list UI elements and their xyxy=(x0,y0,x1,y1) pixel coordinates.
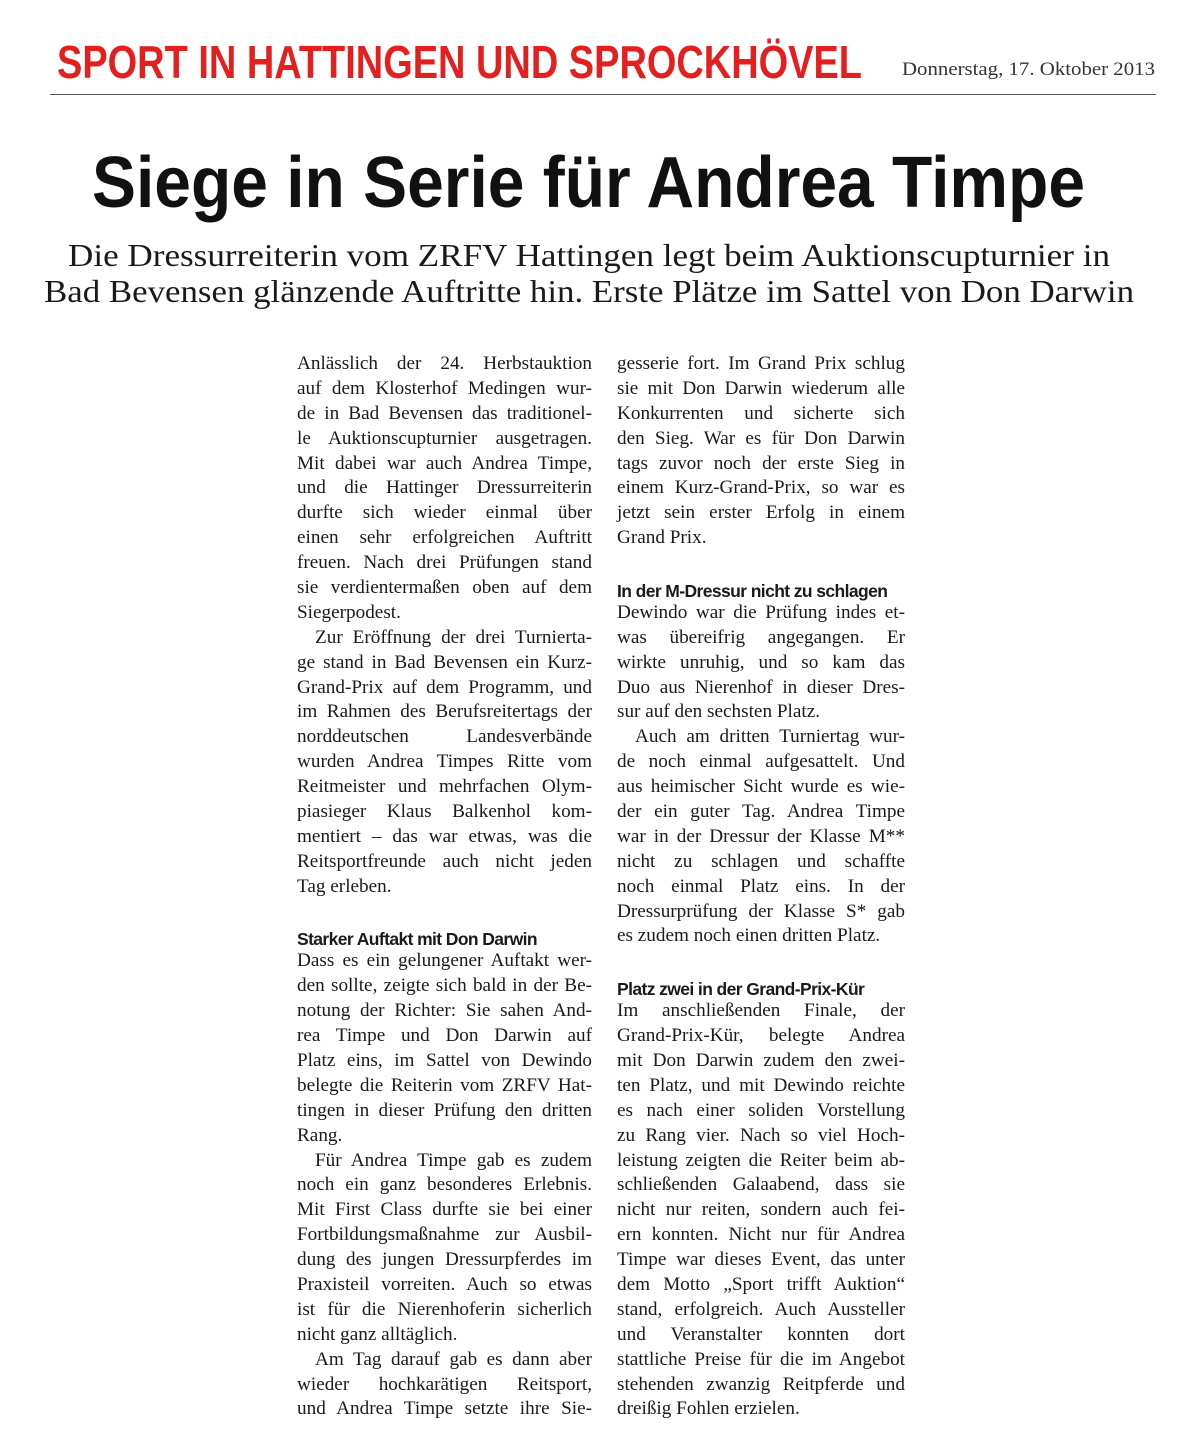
text-line: noch ein ganz besonderes Erlebnis. xyxy=(297,1174,592,1196)
text-line: durfte sich wieder einmal über xyxy=(297,502,592,524)
text-line: mit Don Darwin zudem den zwei- xyxy=(617,1049,905,1071)
text-line: belegte die Reiterin vom ZRFV Hat- xyxy=(297,1074,592,1096)
text-line: Für Andrea Timpe gab es zudem xyxy=(315,1149,592,1171)
text-line: Grand-Prix auf dem Programm, und xyxy=(297,676,592,698)
text-line: Konkurrenten und sicherte sich xyxy=(617,402,905,424)
text-line: tingen in dieser Prüfung den dritten xyxy=(297,1099,592,1121)
text-line: es nach einer soliden Vorstellung xyxy=(617,1099,905,1121)
text-line: rea Timpe und Don Darwin auf xyxy=(297,1025,592,1047)
text-line: ten Platz, und mit Dewindo reichte xyxy=(617,1074,905,1096)
text-line: und Andrea Timpe setzte ihre Sie- xyxy=(297,1398,592,1420)
text-line: mentiert – das war etwas, was die xyxy=(297,825,592,847)
text-line: le Auktionscupturnier ausgetragen. xyxy=(297,427,592,449)
text-line: Am Tag darauf gab es dann aber xyxy=(315,1348,592,1370)
text-line: aus heimischer Sicht wurde es wie- xyxy=(617,776,905,798)
text-line: norddeutschen Landesverbände xyxy=(297,726,592,748)
text-line: was übereifrig angegangen. Er xyxy=(617,626,905,648)
text-line: gesserie fort. Im Grand Prix schlug xyxy=(617,353,905,374)
text-line: de noch einmal aufgesattelt. Und xyxy=(617,751,905,773)
text-line: ist für die Nierenhoferin sicherlich xyxy=(297,1298,592,1320)
text-line: Grand Prix. xyxy=(617,527,707,549)
article-column-2 xyxy=(617,352,905,1422)
text-line: auf dem Klosterhof Medingen wur- xyxy=(297,377,592,399)
article-column-1 xyxy=(297,352,592,1422)
text-line: und die Hattinger Dressurreiterin xyxy=(297,477,592,499)
text-line: Mit First Class durfte sie bei einer xyxy=(297,1199,592,1221)
text-line: schließenden Galaabend, dass sie xyxy=(617,1174,905,1196)
subheading: Platz zwei in der Grand-Prix-Kür xyxy=(617,979,865,1000)
text-line: Reitmeister und mehrfachen Olym- xyxy=(297,776,592,798)
text-line: freuen. Nach drei Prüfungen stand xyxy=(297,552,592,574)
section-title: SPORT IN HATTINGEN UND SPROCKHÖVEL xyxy=(57,36,862,88)
paragraph xyxy=(617,725,905,949)
text-line: Grand-Prix-Kür, belegte Andrea xyxy=(617,1025,905,1047)
text-line: tags zuvor noch der erste Sieg in xyxy=(617,452,905,474)
text-line: Anlässlich der 24. Herbstauktion xyxy=(297,353,592,374)
text-line: jetzt sein erster Erfolg in einem xyxy=(617,502,905,524)
text-line: den sollte, zeigte sich bald in der Be- xyxy=(297,975,592,997)
text-line: Timpe war dieses Event, das unter xyxy=(617,1249,905,1271)
text-line: der ein guter Tag. Andrea Timpe xyxy=(617,801,905,823)
paragraph xyxy=(297,626,592,900)
text-line: de in Bad Bevensen das traditionel- xyxy=(297,402,592,424)
text-line: Im anschließenden Finale, der xyxy=(617,1000,905,1022)
text-line: im Rahmen des Berufsreitertags der xyxy=(297,701,592,723)
text-line: Auch am dritten Turniertag wur- xyxy=(635,726,905,748)
text-line: einen sehr erfolgreichen Auftritt xyxy=(297,527,592,549)
text-line: Fortbildungsmaßnahme zur Ausbil- xyxy=(297,1224,592,1246)
paragraph xyxy=(297,1149,592,1348)
subheadline-line: Bad Bevensen glänzende Auftritte hin. Erste Plätze im Sattel von Don Darwin xyxy=(44,273,1134,309)
text-line: wurden Andrea Timpes Ritte vom xyxy=(297,751,592,773)
text-line: Dass es ein gelungener Auftakt wer- xyxy=(297,950,592,972)
text-line: es zudem noch einen dritten Platz. xyxy=(617,925,881,947)
text-line: ge stand in Bad Bevensen ein Kurz- xyxy=(297,651,592,673)
text-line: Praxisteil vorreiten. Auch so etwas xyxy=(297,1273,592,1295)
text-line: Dewindo war die Prüfung indes et- xyxy=(617,601,905,623)
paragraph xyxy=(297,949,592,1148)
subheadline-line: Die Dressurreiterin vom ZRFV Hattingen legt beim Auktionscupturnier in xyxy=(68,237,1110,273)
text-line: dreißig Fohlen erzielen. xyxy=(617,1398,800,1420)
paragraph xyxy=(297,1348,592,1423)
text-line: Platz eins, im Sattel von Dewindo xyxy=(297,1049,592,1071)
text-line: nicht ganz alltäglich. xyxy=(297,1323,458,1345)
text-line: sie verdientermaßen oben auf dem xyxy=(297,577,592,599)
text-line: stattliche Preise für die im Angebot xyxy=(617,1348,905,1370)
text-line: piasieger Klaus Balkenhol kom- xyxy=(297,801,592,823)
header-rule xyxy=(50,94,1156,95)
text-line: noch einmal Platz eins. In der xyxy=(617,875,905,897)
publication-date: Donnerstag, 17. Oktober 2013 xyxy=(902,59,1155,80)
text-line: wieder hochkarätigen Reitsport, xyxy=(297,1373,592,1395)
text-line: leistung zeigten die Reiter beim ab- xyxy=(617,1149,905,1171)
paragraph xyxy=(617,999,905,1422)
text-line: Mit dabei war auch Andrea Timpe, xyxy=(297,452,592,474)
paragraph xyxy=(617,352,905,551)
text-line: sie mit Don Darwin wiederum alle xyxy=(617,377,905,399)
text-line: wirkte unruhig, und so kam das xyxy=(617,651,905,673)
text-line: nicht nur reiten, sondern auch fei- xyxy=(617,1199,905,1221)
text-line: stand, erfolgreich. Auch Aussteller xyxy=(617,1298,905,1320)
text-line: stehenden zwanzig Reitpferde und xyxy=(617,1373,905,1395)
text-line: und Veranstalter konnten dort xyxy=(617,1323,905,1345)
text-line: Siegerpodest. xyxy=(297,601,401,623)
text-line: Tag erleben. xyxy=(297,875,392,897)
text-line: den Sieg. War es für Don Darwin xyxy=(617,427,905,449)
headline: Siege in Serie für Andrea Timpe xyxy=(92,143,1085,223)
text-line: Rang. xyxy=(297,1124,343,1146)
text-line: notung der Richter: Sie sahen And- xyxy=(297,1000,592,1022)
text-line: sur auf den sechsten Platz. xyxy=(617,701,821,723)
paragraph xyxy=(617,601,905,725)
subheading: Starker Auftakt mit Don Darwin xyxy=(297,929,538,950)
text-line: Dressurprüfung der Klasse S* gab xyxy=(617,900,905,922)
text-line: war in der Dressur der Klasse M** xyxy=(617,825,905,847)
text-line: dung des jungen Dressurpferdes im xyxy=(297,1249,592,1271)
text-line: dem Motto „Sport trifft Auktion“ xyxy=(617,1273,905,1295)
paragraph xyxy=(297,352,592,626)
subheading: In der M-Dressur nicht zu schlagen xyxy=(617,581,888,602)
text-line: Reitsportfreunde auch nicht jeden xyxy=(297,850,592,872)
text-line: einem Kurz-Grand-Prix, so war es xyxy=(617,477,905,499)
text-line: zu Rang vier. Nach so viel Hoch- xyxy=(617,1124,905,1146)
text-line: ern konnten. Nicht nur für Andrea xyxy=(617,1224,905,1246)
text-line: Zur Eröffnung der drei Turnierta- xyxy=(315,626,592,648)
text-line: nicht zu schlagen und schaffte xyxy=(617,850,905,872)
text-line: Duo aus Nierenhof in dieser Dres- xyxy=(617,676,905,698)
